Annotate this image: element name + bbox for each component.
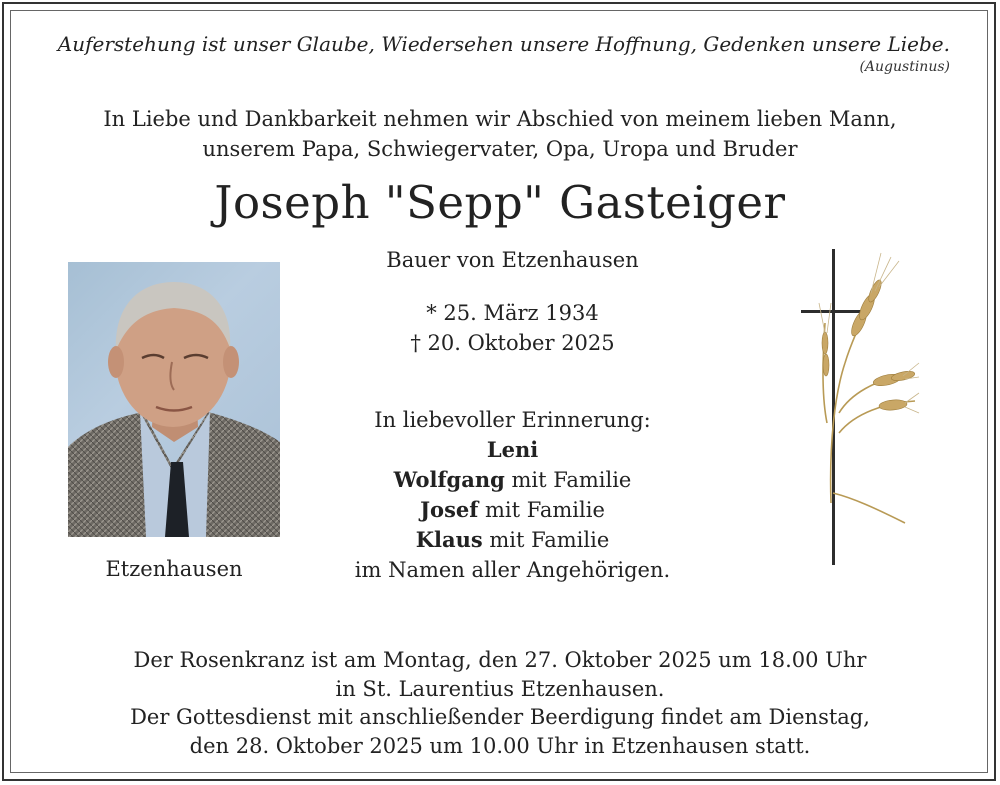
mourner-entry [300, 495, 725, 525]
death-date: † 20. Oktober 2025 [410, 331, 615, 355]
service-line: in St. Laurentius Etzenhausen. [335, 676, 665, 701]
mourners-closing: im Namen aller Angehörigen. [354, 558, 671, 582]
mourner-suffix: mit Familie [478, 498, 605, 522]
mourner-entry [300, 435, 725, 465]
intro-line: In Liebe und Dankbarkeit nehmen wir Abschied von meinem lieben Mann, [103, 107, 897, 131]
occupation [300, 245, 725, 275]
mourners-heading: In liebevoller Erinnerung: [374, 408, 651, 432]
place-caption: Etzenhausen [105, 557, 243, 581]
mourner-name: Josef [420, 497, 479, 522]
occupation-text: Bauer von Etzenhausen [386, 248, 639, 272]
mourner-name: Wolfgang [393, 467, 505, 492]
cross-with-wheat-icon [795, 243, 920, 568]
intro-line: unserem Papa, Schwiegervater, Opa, Uropa und Bruder [202, 137, 798, 161]
intro-text [0, 104, 1000, 164]
mourner-suffix: mit Familie [482, 528, 610, 552]
deceased-name: Joseph "Sepp" Gasteiger [214, 176, 786, 229]
service-line: Der Gottesdienst mit anschließender Beerdigung findet am Dienstag, [130, 705, 870, 729]
cross-icon [795, 243, 920, 568]
service-line: Der Rosenkranz ist am Montag, den 27. Oktober 2025 um 18.00 Uhr [133, 648, 867, 672]
mourner-entry [300, 465, 725, 495]
life-dates [300, 298, 725, 358]
service-line: den 28. Oktober 2025 um 10.00 Uhr in Etzenhausen statt. [189, 733, 811, 758]
mourner-suffix: mit Familie [504, 468, 632, 492]
birth-date: * 25. März 1934 [426, 301, 599, 325]
mourner-name: Leni [486, 437, 539, 462]
mourner-name: Klaus [415, 527, 483, 552]
service-info [0, 646, 1000, 760]
motto-author: (Augustinus) [859, 59, 950, 75]
portrait-photo [68, 262, 280, 537]
portrait-illustration [68, 262, 280, 537]
mourners-block [300, 405, 725, 585]
motto-quote: Auferstehung ist unser Glaube, Wiedersehen unsere Hoffnung, Gedenken unsere Liebe. [57, 32, 950, 56]
mourner-entry [300, 525, 725, 555]
